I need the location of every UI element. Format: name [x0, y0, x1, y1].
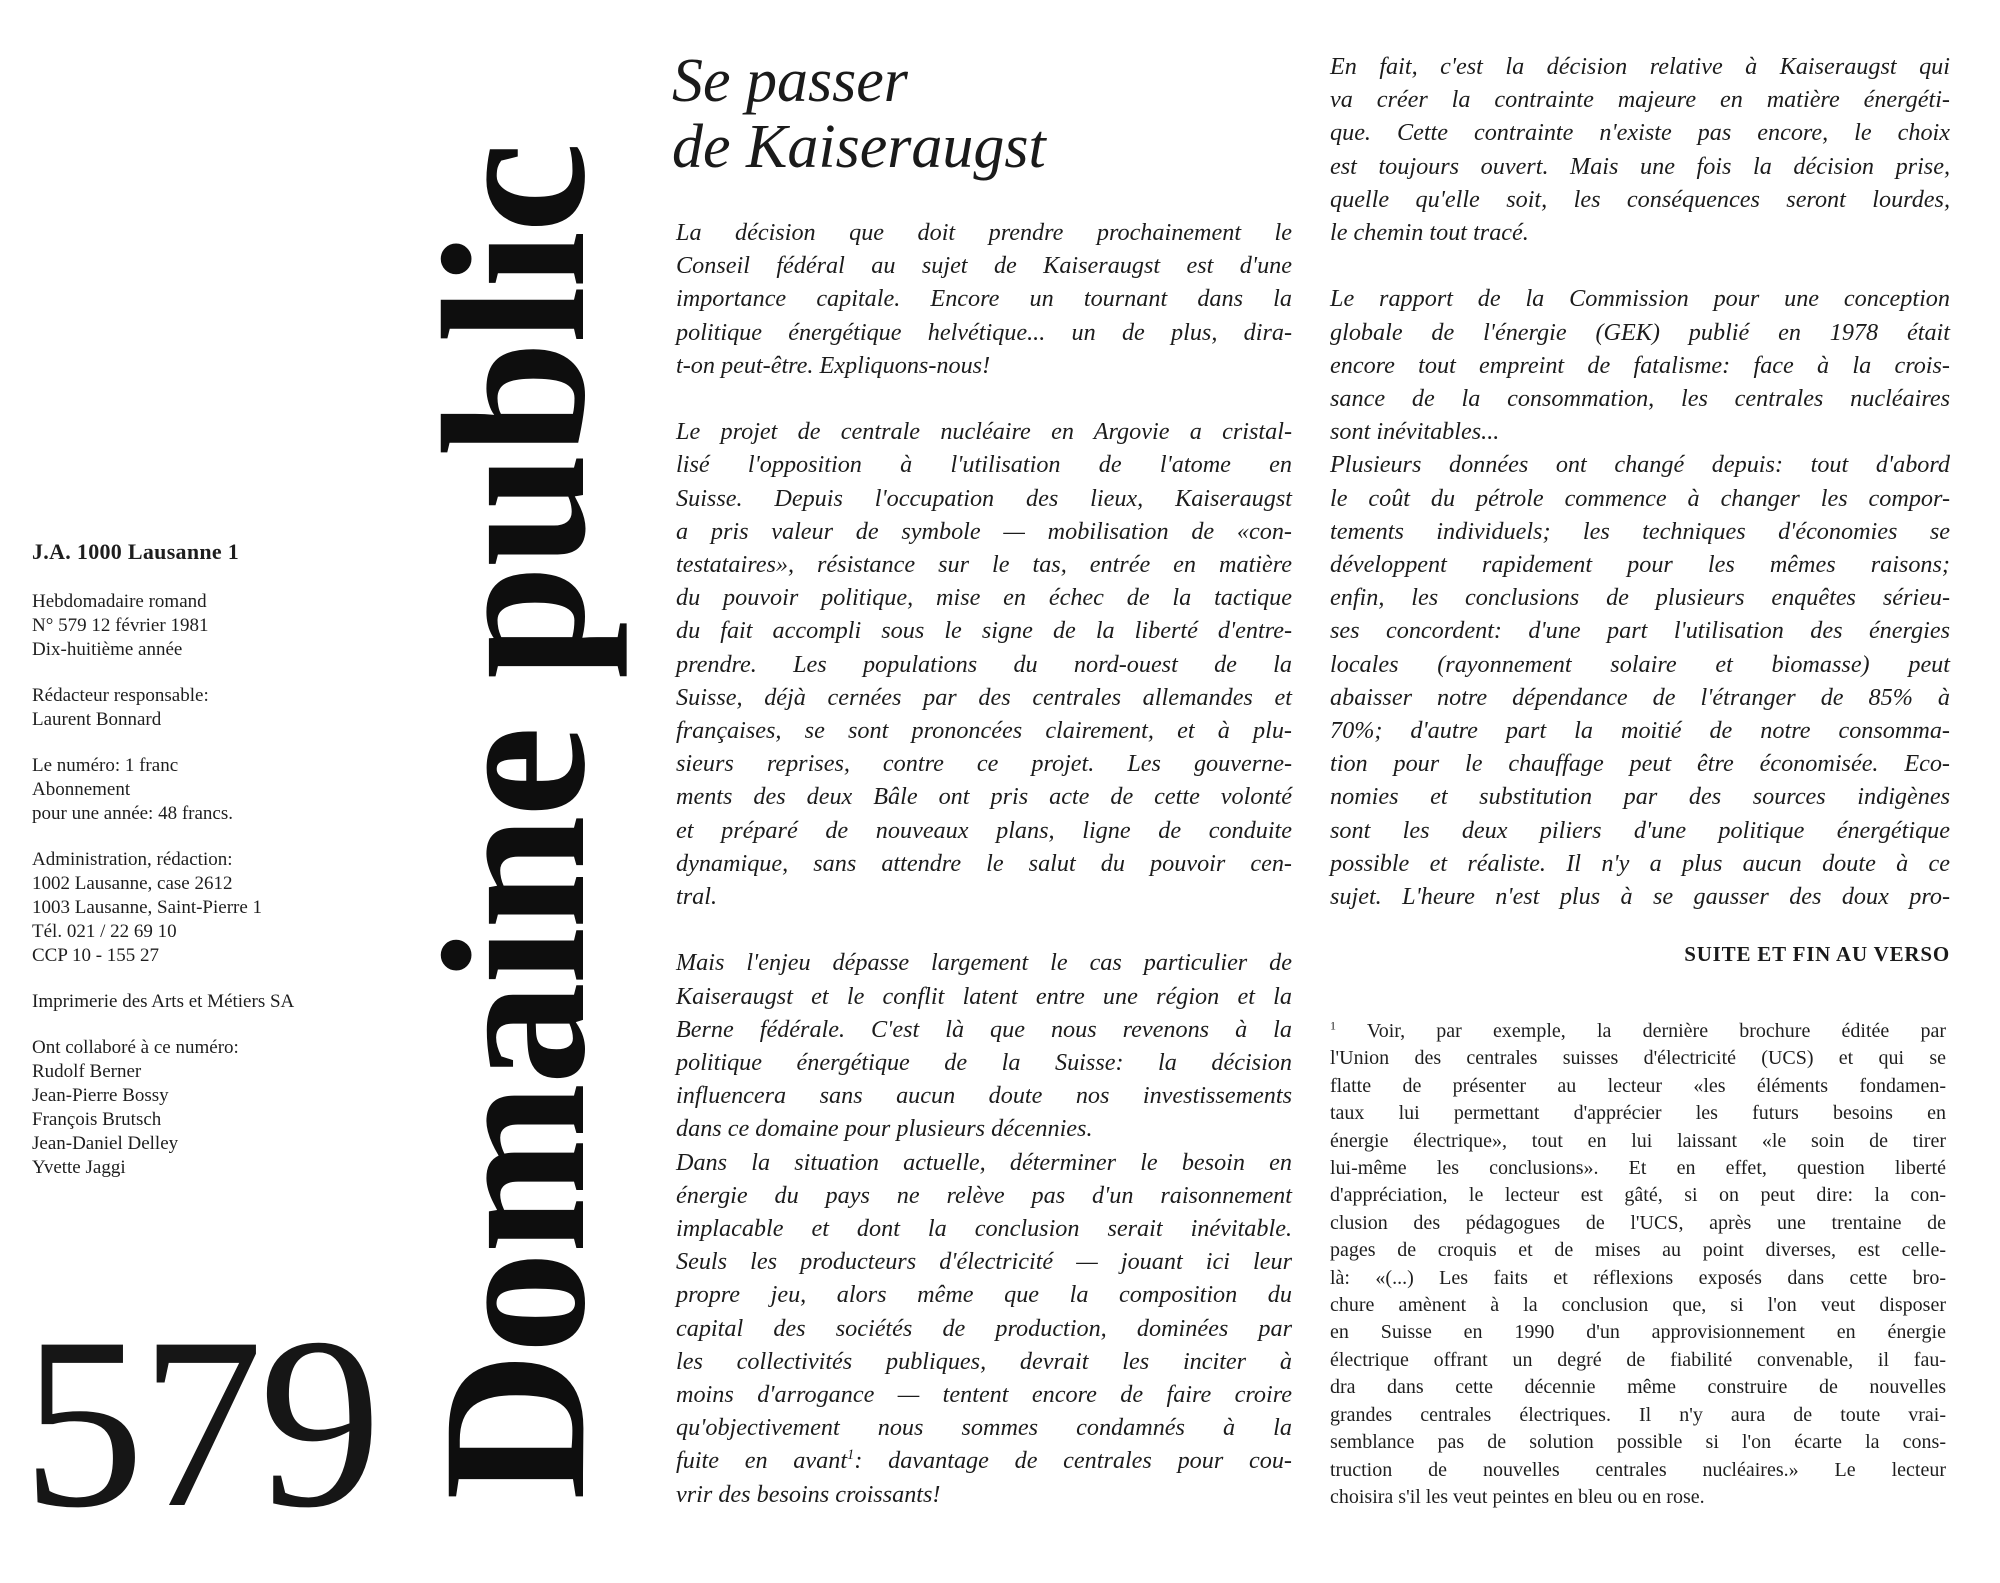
text-line: politique énergétique de la Suisse: la décision	[676, 1049, 1292, 1077]
info-line: 1003 Lausanne, Saint-Pierre 1	[32, 897, 263, 918]
text-line: propre jeu, alors même que la composition du	[676, 1281, 1292, 1309]
footnote	[1330, 1018, 1946, 1511]
text-line: t-on peut-être. Expliquons-nous!	[676, 351, 991, 379]
text-line: nomies et substitution par des sources indigènes	[1330, 783, 1950, 811]
footnote-line: en Suisse en 1990 d'un approvisionnement en énergie	[1330, 1321, 1946, 1344]
text-line: et préparé de nouveaux plans, ligne de conduite	[676, 816, 1292, 844]
text-line: globale de l'énergie (GEK) publié en 1978 était	[1330, 318, 1950, 346]
postal-account: CCP 10 - 155 27	[32, 945, 160, 966]
text-line: Seuls les producteurs d'électricité — jouant ici leur	[676, 1248, 1292, 1276]
text-line: Dans la situation actuelle, déterminer le besoin en	[676, 1148, 1292, 1176]
footnote-line: semblance pas de solution possible si l'on écarte la cons-	[1330, 1431, 1946, 1454]
printer-block	[32, 990, 372, 1014]
text-line-with-footnote	[676, 1444, 1292, 1477]
text-line: sance de la consommation, les centrales nucléaires	[1330, 385, 1950, 413]
text-line: du fait accompli sous le signe de la liberté d'entre-	[676, 617, 1292, 645]
text-fragment: : davantage de centrales pour cou-	[854, 1447, 1292, 1475]
info-line: Hebdomadaire romand	[32, 591, 207, 612]
phone: Tél. 021 / 22 69 10	[32, 921, 177, 942]
text-line: dans ce domaine pour plusieurs décennies.	[676, 1115, 1093, 1143]
text-line: développent rapidement pour les mêmes raisons;	[1330, 551, 1950, 579]
printer: Imprimerie des Arts et Métiers SA	[32, 991, 295, 1012]
footnote-line: chure amènent à la conclusion que, si l'on veut disposer	[1330, 1294, 1946, 1317]
paragraph	[676, 415, 1292, 913]
footnote-line: lui-même les conclusions». Et en effet, question liberté	[1330, 1157, 1946, 1180]
article-headline	[672, 48, 1292, 180]
publication-info	[32, 540, 372, 1202]
text-line: testataires», résistance sur le tas, entrée en matière	[676, 551, 1292, 579]
info-line: Le numéro: 1 franc	[32, 755, 179, 776]
contributor: Jean-Daniel Delley	[32, 1133, 179, 1154]
contributors-block	[32, 1036, 372, 1180]
text-line: prendre. Les populations du nord-ouest de la	[676, 650, 1292, 678]
editor-block	[32, 684, 372, 732]
price-block	[32, 754, 372, 826]
address-block	[32, 848, 372, 968]
footnote-line: truction de nouvelles centrales nucléaires.» Le lecteur	[1330, 1458, 1946, 1481]
text-line: Plusieurs données ont changé depuis: tout d'abord	[1330, 451, 1950, 479]
contributor: François Brutsch	[32, 1109, 162, 1130]
article-column-1	[676, 216, 1292, 1511]
footnote-line: pages de croquis et de mises au point diverses, est celle-	[1330, 1239, 1946, 1262]
headline-line: Se passer	[672, 47, 908, 115]
text-line: vrir des besoins croissants!	[676, 1480, 941, 1508]
text-line: sujet. L'heure n'est plus à se gausser des doux pro-	[1330, 883, 1950, 911]
footnote-line: grandes centrales électriques. Il n'y aura de toute vrai-	[1330, 1403, 1946, 1426]
text-fragment: fuite en avant	[676, 1447, 848, 1475]
text-line: importance capitale. Encore un tournant dans la	[676, 285, 1292, 313]
text-line: abaisser notre dépendance de l'étranger de 85% à	[1330, 683, 1950, 711]
paragraph	[1330, 448, 1950, 913]
text-line: Conseil fédéral au sujet de Kaiseraugst est d'une	[676, 252, 1292, 280]
footnote-line: énergie électrique», tout en lui laissant «le soin de tirer	[1330, 1129, 1946, 1152]
footnote-line: d'appréciation, le lecteur est gâté, si on peut dire: la con-	[1330, 1184, 1946, 1207]
footnote-line: clusion des pédagogues de l'UCS, après une trentaine de	[1330, 1211, 1946, 1234]
info-line: Abonnement	[32, 779, 131, 800]
text-line: politique énergétique helvétique... un de plus, dira-	[676, 318, 1292, 346]
footnote-reference: 1	[847, 1447, 855, 1464]
publication-block	[32, 590, 372, 662]
headline-line: de Kaiseraugst	[672, 113, 1046, 181]
info-line: Administration, rédaction:	[32, 849, 233, 870]
text-line: énergie du pays ne relève pas d'un raisonnement	[676, 1181, 1292, 1209]
text-line: tral.	[676, 883, 717, 911]
masthead-title: Domaine public	[401, 144, 628, 1500]
footnote-line: choisira s'il les veut peintes en bleu ou en rose.	[1330, 1485, 1705, 1508]
text-line: le coût du pétrole commence à changer les compor-	[1330, 484, 1950, 512]
text-line: qu'objectivement nous sommes condamnés à la	[676, 1414, 1292, 1442]
text-line: 70%; d'autre part la moitié de notre consomma-	[1330, 717, 1950, 745]
info-line: pour une année: 48 francs.	[32, 803, 234, 824]
text-line: quelle qu'elle soit, les conséquences seront lourdes,	[1330, 185, 1950, 213]
editor-name: Laurent Bonnard	[32, 709, 162, 730]
text-line: Suisse. Depuis l'occupation des lieux, Kaiseraugst	[676, 484, 1292, 512]
continued-notice: SUITE ET FIN AU VERSO	[1684, 942, 1950, 966]
footnote-line: l'Union des centrales suisses d'électricité (UCS) et qui se	[1330, 1047, 1946, 1070]
text-line: sieurs reprises, contre ce projet. Les gouverne-	[676, 750, 1292, 778]
info-line: Dix-huitième année	[32, 639, 183, 660]
footnote-line: là: «(...) Les faits et réflexions exposés dans cette bro-	[1330, 1266, 1946, 1289]
text-line: enfin, les conclusions de plusieurs enquêtes sérieu-	[1330, 584, 1950, 612]
text-line: Berne fédérale. C'est là que nous revenons à la	[676, 1015, 1292, 1043]
text-line: tion pour le chauffage peut être économisée. Eco-	[1330, 750, 1950, 778]
postal-mark: J.A. 1000 Lausanne 1	[32, 539, 240, 564]
issue-number: 579	[22, 1287, 378, 1558]
contributor: Rudolf Berner	[32, 1061, 142, 1082]
footnote-line: électrique offrant un degré de fiabilité convenable, il fau-	[1330, 1348, 1946, 1371]
text-line: dynamique, sans attendre le salut du pouvoir cen-	[676, 849, 1292, 877]
text-line: implacable et dont la conclusion serait inévitable.	[676, 1215, 1292, 1243]
contributors-label: Ont collaboré à ce numéro:	[32, 1037, 239, 1058]
text-line: le chemin tout tracé.	[1330, 219, 1529, 247]
text-line: La décision que doit prendre prochainement le	[676, 219, 1292, 246]
text-line: moins d'arrogance — tentent encore de faire croire	[676, 1381, 1292, 1409]
text-line: que. Cette contrainte n'existe pas encore, le choix	[1330, 119, 1950, 147]
text-line: capital des sociétés de production, dominées par	[676, 1314, 1292, 1342]
text-line: françaises, se sont prononcées clairement, et à plu-	[676, 717, 1292, 745]
text-line: ses concordent: d'une part l'utilisation des énergies	[1330, 617, 1950, 645]
text-line: sont les deux piliers d'une politique énergétique	[1330, 816, 1950, 844]
text-line: ments des deux Bâle ont pris acte de cette volonté	[676, 783, 1292, 811]
paragraph	[676, 946, 1292, 1145]
paragraph	[1330, 50, 1950, 249]
text-line: sont inévitables...	[1330, 418, 1500, 446]
footnote-line	[1330, 1018, 1946, 1045]
paragraph-gap	[676, 913, 1292, 946]
paragraph	[676, 216, 1292, 382]
text-line: locales (rayonnement solaire et biomasse) peut	[1330, 650, 1950, 678]
text-line: encore tout empreint de fatalisme: face à la crois-	[1330, 351, 1950, 379]
contributor: Jean-Pierre Bossy	[32, 1085, 169, 1106]
footnote-marker: 1	[1330, 1018, 1336, 1033]
text-line: En fait, c'est la décision relative à Kaiseraugst qui	[1330, 53, 1950, 80]
text-line: Mais l'enjeu dépasse largement le cas particulier de	[676, 949, 1292, 977]
text-line: les collectivités publiques, devrait les inciter à	[676, 1347, 1292, 1375]
text-line: Le projet de centrale nucléaire en Argovie a cristal-	[676, 418, 1292, 446]
text-line: lisé l'opposition à l'utilisation de l'atome en	[676, 451, 1292, 479]
text-line: Kaiseraugst et le conflit latent entre une région et la	[676, 982, 1292, 1010]
text-line: Suisse, déjà cernées par des centrales allemandes et	[676, 683, 1292, 711]
paragraph-gap	[1330, 249, 1950, 282]
article-column-2	[1330, 50, 1950, 913]
text-line: va créer la contrainte majeure en matière énergéti-	[1330, 86, 1950, 114]
text-line: du pouvoir politique, mise en échec de la tactique	[676, 584, 1292, 612]
text-line: possible et réaliste. Il n'y a plus aucun doute à ce	[1330, 849, 1950, 877]
info-line: 1002 Lausanne, case 2612	[32, 873, 233, 894]
footnote-line: flatte de présenter au lecteur «les éléments fondamen-	[1330, 1074, 1946, 1097]
paragraph	[676, 1146, 1292, 1511]
text-line: est toujours ouvert. Mais une fois la décision prise,	[1330, 152, 1950, 180]
text-line: Le rapport de la Commission pour une conception	[1330, 285, 1950, 313]
paragraph-gap	[676, 382, 1292, 415]
contributor: Yvette Jaggi	[32, 1157, 126, 1178]
text-line: a pris valeur de symbole — mobilisation de «con-	[676, 517, 1292, 545]
text-fragment: Voir, par exemple, la dernière brochure éditée par	[1336, 1020, 1946, 1042]
info-line: Rédacteur responsable:	[32, 685, 209, 706]
footnote-line: dra dans cette décennie même construire de nouvelles	[1330, 1376, 1946, 1399]
text-line: influencera sans aucun doute nos investissements	[676, 1082, 1292, 1110]
paragraph	[1330, 282, 1950, 448]
text-line: tements individuels; les techniques d'économies se	[1330, 517, 1950, 545]
footnote-line: taux lui permettant d'apprécier les futurs besoins en	[1330, 1102, 1946, 1125]
issue-date: N° 579 12 février 1981	[32, 615, 209, 636]
